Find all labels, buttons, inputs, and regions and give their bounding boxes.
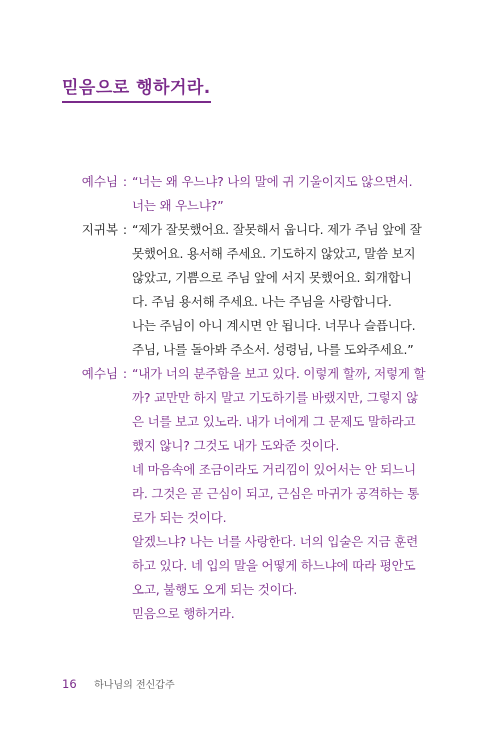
section-title: 믿음으로 행하거라.	[62, 73, 211, 103]
speech-line: 라. 그것은 곧 근심이 되고, 근심은 마귀가 공격하는 통	[132, 486, 420, 501]
dialogue-block-jigwibok	[62, 218, 448, 362]
speaker-colon: :	[122, 222, 128, 237]
speech-line: 하고 있다. 네 입의 말을 어떻게 하느냐에 따라 평안도	[132, 558, 416, 573]
speech-line: 알겠느냐? 나는 너를 사랑한다. 너의 입술은 지금 훈련	[132, 534, 418, 549]
speech-line: 못했어요. 용서해 주세요. 기도하지 않았고, 말씀 보지	[132, 246, 416, 261]
speaker-label: 예수님	[81, 174, 118, 189]
speech-line: “너는 왜 우느냐? 나의 말에 귀 기울이지도 않으면서.	[132, 174, 413, 189]
speech-line: 주님, 나를 돌아봐 주소서. 성령님, 나를 도와주세요.”	[132, 342, 414, 357]
speech-line: 나는 주님이 아니 계시면 안 됩니다. 너무나 슬픕니다.	[132, 318, 416, 333]
speech-line: 로가 되는 것이다.	[132, 510, 227, 525]
speech-text	[132, 170, 448, 218]
speaker-colon: :	[122, 174, 128, 189]
speech-line: 은 너를 보고 있노라. 내가 너에게 그 문제도 말하라고	[132, 414, 416, 429]
speaker-label: 지귀복	[81, 222, 118, 237]
speaker-colon: :	[122, 366, 128, 381]
dialogue-block-jesus-1	[62, 170, 448, 218]
speech-line: 믿음으로 행하거라.	[132, 606, 235, 621]
speech-line: 까? 교만만 하지 말고 기도하기를 바랬지만, 그렇지 않	[132, 390, 418, 405]
speech-line: “제가 잘못했어요. 잘못해서 웁니다. 제가 주님 앞에 잘	[132, 222, 422, 237]
speech-line: 않았고, 기쁨으로 주님 앞에 서지 못했어요. 회개합니	[132, 270, 412, 285]
page-footer	[62, 676, 175, 691]
speech-line: 너는 왜 우느냐?”	[132, 198, 224, 213]
book-title: 하나님의 전신갑주	[94, 680, 175, 691]
speech-line: “내가 너의 분주함을 보고 있다. 이렇게 할까, 저렇게 할	[132, 366, 426, 381]
speech-line: 다. 주님 용서해 주세요. 나는 주님을 사랑합니다.	[132, 294, 392, 309]
speech-text	[132, 362, 448, 626]
speech-text	[132, 218, 448, 362]
speech-line: 네 마음속에 조금이라도 거리낌이 있어서는 안 되느니	[132, 462, 416, 477]
speech-line: 했지 않니? 그것도 내가 도와준 것이다.	[132, 438, 340, 453]
page-number: 16	[62, 677, 77, 691]
dialogue	[62, 170, 448, 626]
dialogue-block-jesus-2	[62, 362, 448, 626]
speech-line: 오고, 불행도 오게 되는 것이다.	[132, 582, 298, 597]
speaker-label: 예수님	[81, 366, 118, 381]
